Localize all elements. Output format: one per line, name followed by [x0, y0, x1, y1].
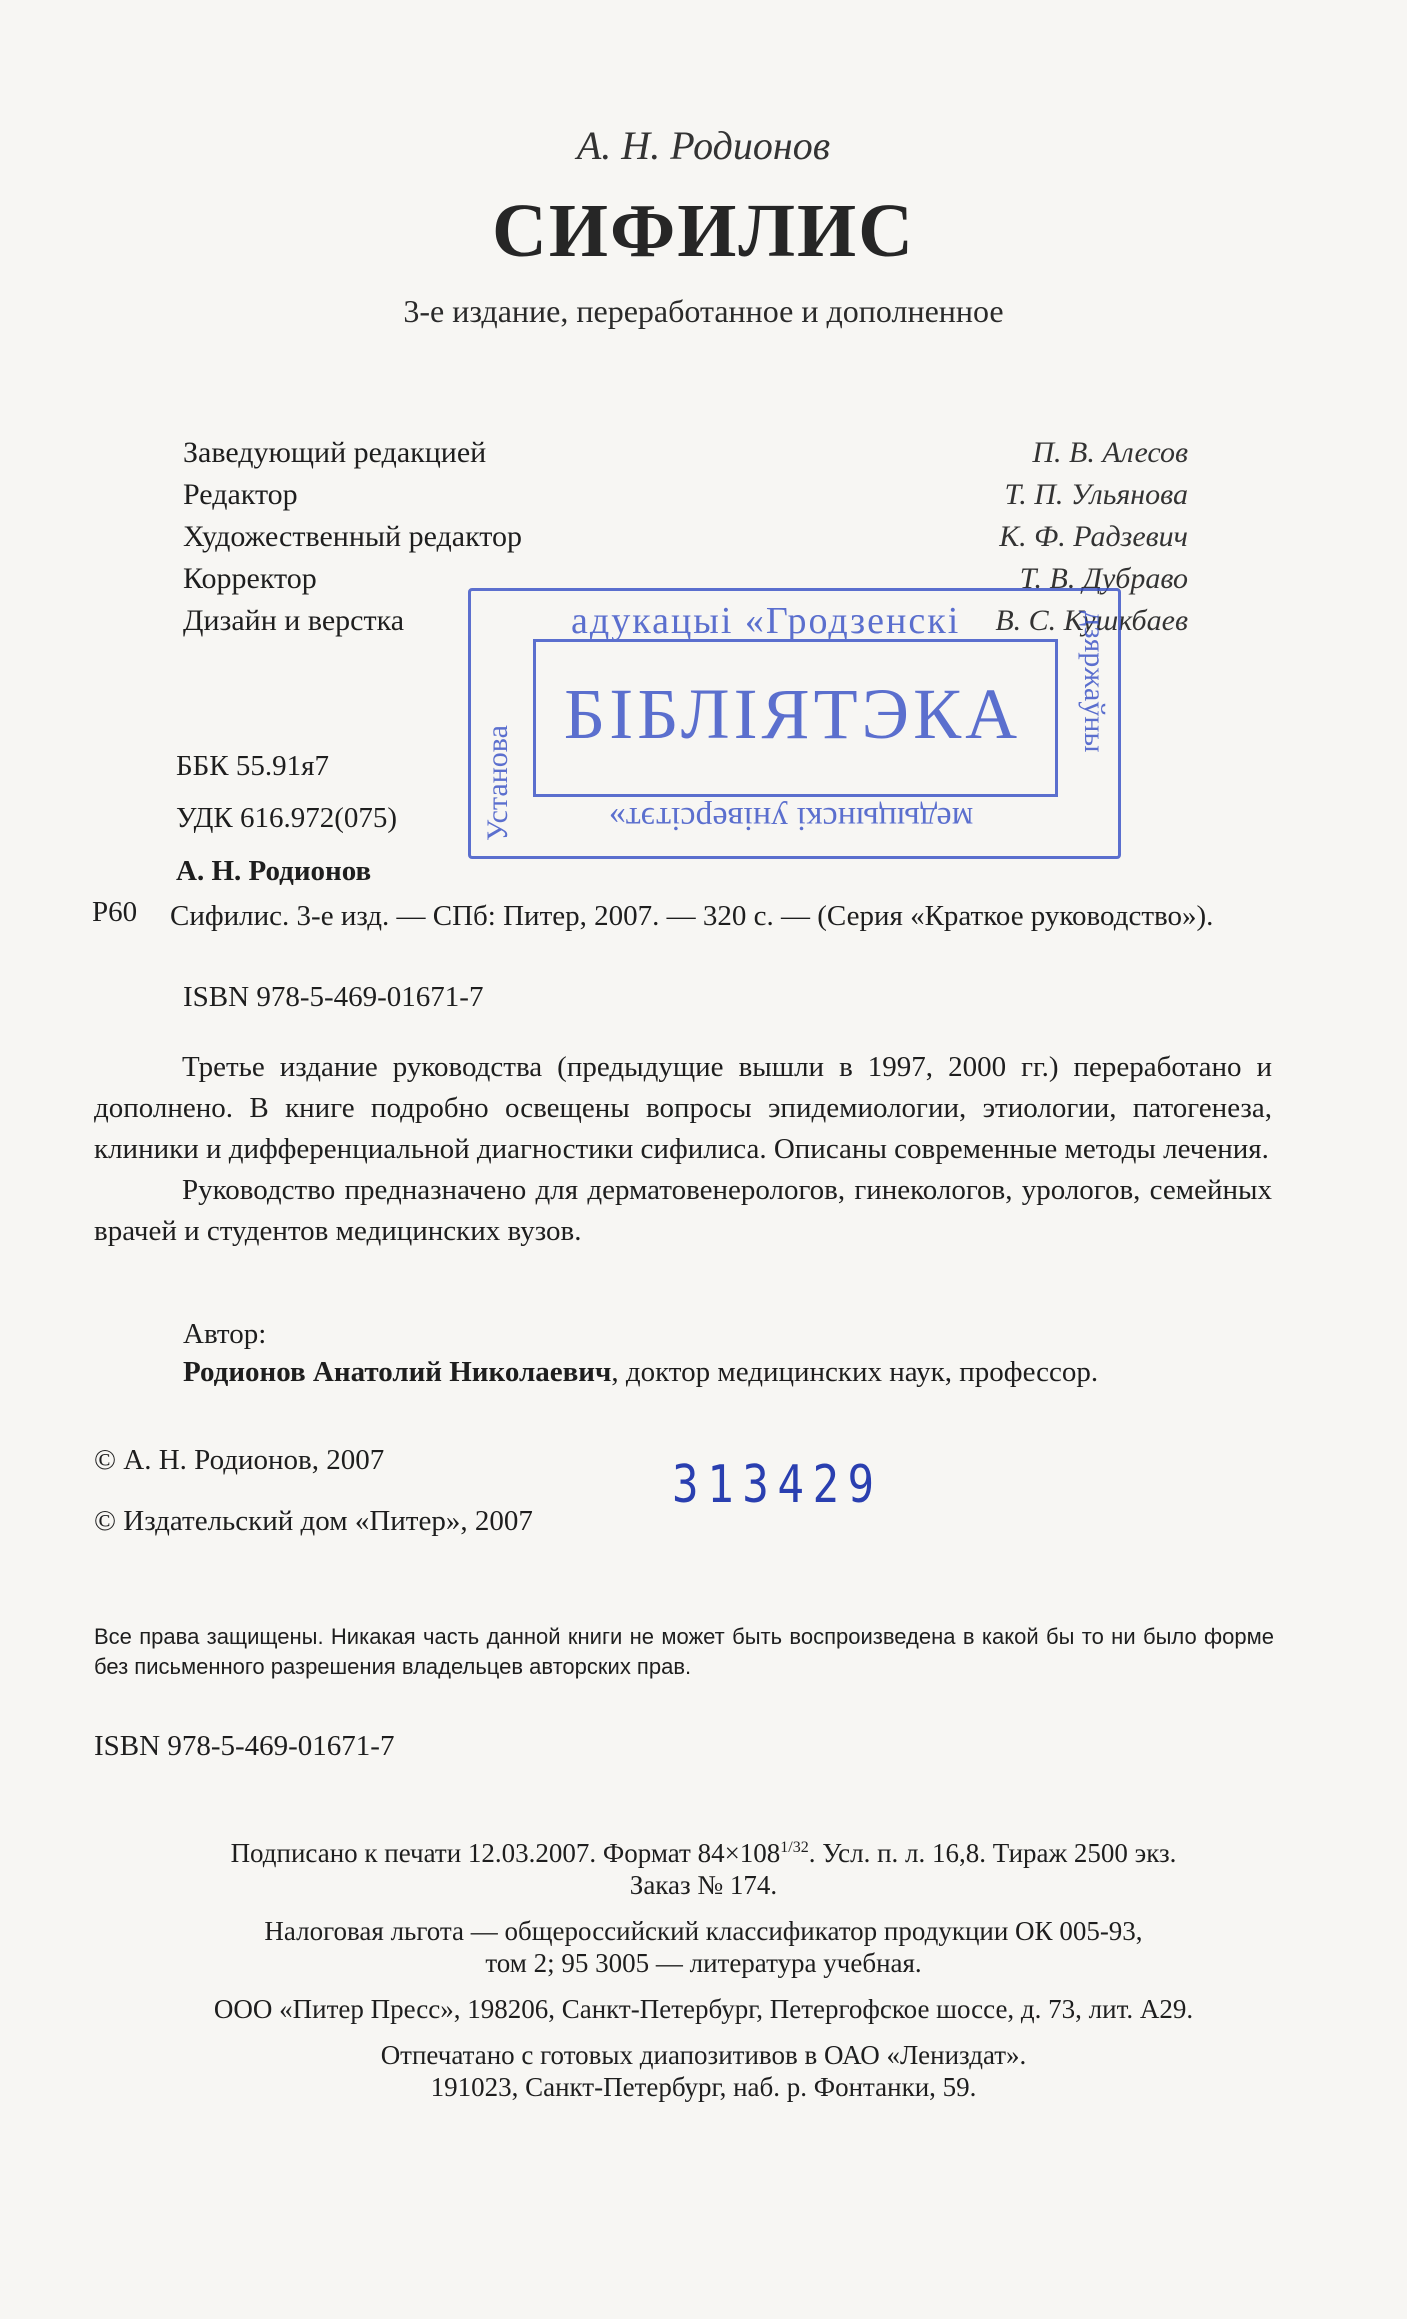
- stamp-main-text: БІБЛІЯТЭКА: [563, 674, 1022, 754]
- format-fraction: 1/32: [780, 1839, 809, 1856]
- book-title: СИФИЛИС: [491, 189, 916, 273]
- staff-name: П. В. Алесов: [1032, 436, 1188, 469]
- staff-name: К. Ф. Радзевич: [999, 520, 1188, 553]
- annotation-paragraph: Руководство предназначено для дерматовенерологов, гинекологов, урологов, семейных врачей и студентов медицинских вузов.: [94, 1174, 1272, 1247]
- staff-row: [183, 516, 1188, 558]
- bbk-code: ББК 55.91я7: [176, 750, 329, 782]
- imprint-printed: 191023, Санкт-Петербург, наб. р. Фонтанки, 59.: [430, 2072, 977, 2102]
- staff-row: [183, 474, 1188, 516]
- inventory-number: 313429: [672, 1455, 883, 1515]
- stamp-left-text: Установа: [481, 725, 514, 841]
- staff-name: Т. П. Ульянова: [1004, 478, 1188, 511]
- staff-role: Художественный редактор: [183, 520, 522, 553]
- imprint-publisher: ООО «Питер Пресс», 198206, Санкт-Петербург, Петергофское шоссе, д. 73, лит. А29.: [213, 1994, 1194, 2024]
- library-stamp: [468, 588, 1121, 859]
- staff-role: Корректор: [183, 562, 317, 595]
- imprint-signed: Подписано к печати 12.03.2007. Формат $84\times 108^{1/32}$. Усл. п. л. 16,8. Тираж 2500 экз.: [230, 1838, 1177, 1868]
- copyright-publisher: © Издательский дом «Питер», 2007: [94, 1505, 533, 1537]
- staff-role: Заведующий редакцией: [183, 436, 487, 469]
- rights-notice: Все права защищены. Никакая часть данной книги не может быть воспроизведена в какой бы то ни было форме без письменного разрешения владельцев авторских прав.: [94, 1624, 1274, 1679]
- copyright-author: © А. Н. Родионов, 2007: [94, 1444, 385, 1476]
- imprint-printed: Отпечатано с готовых диапозитивов в ОАО «Лениздат».: [380, 2040, 1027, 2070]
- imprint: [0, 1832, 1407, 2103]
- imprint-tax: Налоговая льгота — общероссийский классификатор продукции ОК 005-93,: [264, 1916, 1143, 1946]
- catalog-author: А. Н. Родионов: [176, 855, 372, 887]
- catalog-code: Р60: [92, 896, 138, 928]
- staff-name: Т. В. Дубраво: [1019, 562, 1188, 595]
- author-label: Автор:: [183, 1318, 267, 1350]
- stamp-top-text: адукацыі «Гродзенскі: [571, 600, 961, 642]
- stamp-bottom-text: медыцынскі універсітэт»: [608, 800, 974, 837]
- staff-role: Дизайн и верстка: [183, 604, 405, 637]
- annotation-paragraph: Третье издание руководства (предыдущие вышли в 1997, 2000 гг.) переработано и дополнено. В книге подробно освещены вопросы эпидемиологии, этиологии, патогенеза, клиники и дифференциальной диагностики сифилиса. Описаны современные методы лечения.: [94, 1051, 1272, 1165]
- isbn-bottom: ISBN 978-5-469-01671-7: [94, 1730, 395, 1762]
- imprint-order: Заказ № 174.: [629, 1870, 778, 1900]
- author-heading: А. Н. Родионов: [576, 123, 831, 168]
- staff-row: [183, 432, 1188, 474]
- author-name: Родионов Анатолий Николаевич: [183, 1356, 612, 1388]
- catalog-isbn: ISBN 978-5-469-01671-7: [183, 981, 484, 1013]
- staff-name: В. С. Кушкбаев: [995, 604, 1188, 637]
- imprint-tax: том 2; 95 3005 — литература учебная.: [485, 1948, 922, 1978]
- staff-role: Редактор: [183, 478, 298, 511]
- edition-line: 3-е издание, переработанное и дополненное: [403, 293, 1004, 329]
- udk-code: УДК 616.972(075): [176, 802, 398, 834]
- annotation: [94, 1047, 1272, 1252]
- catalog-description: Сифилис. 3-е изд. — СПб: Питер, 2007. — 320 с. — (Серия «Краткое руководство»).: [170, 900, 1214, 932]
- stamp-right-text: дзяржаўны: [1078, 611, 1111, 753]
- author-info: [183, 1356, 1098, 1389]
- author-details: , доктор медицинских наук, профессор.: [611, 1356, 1099, 1388]
